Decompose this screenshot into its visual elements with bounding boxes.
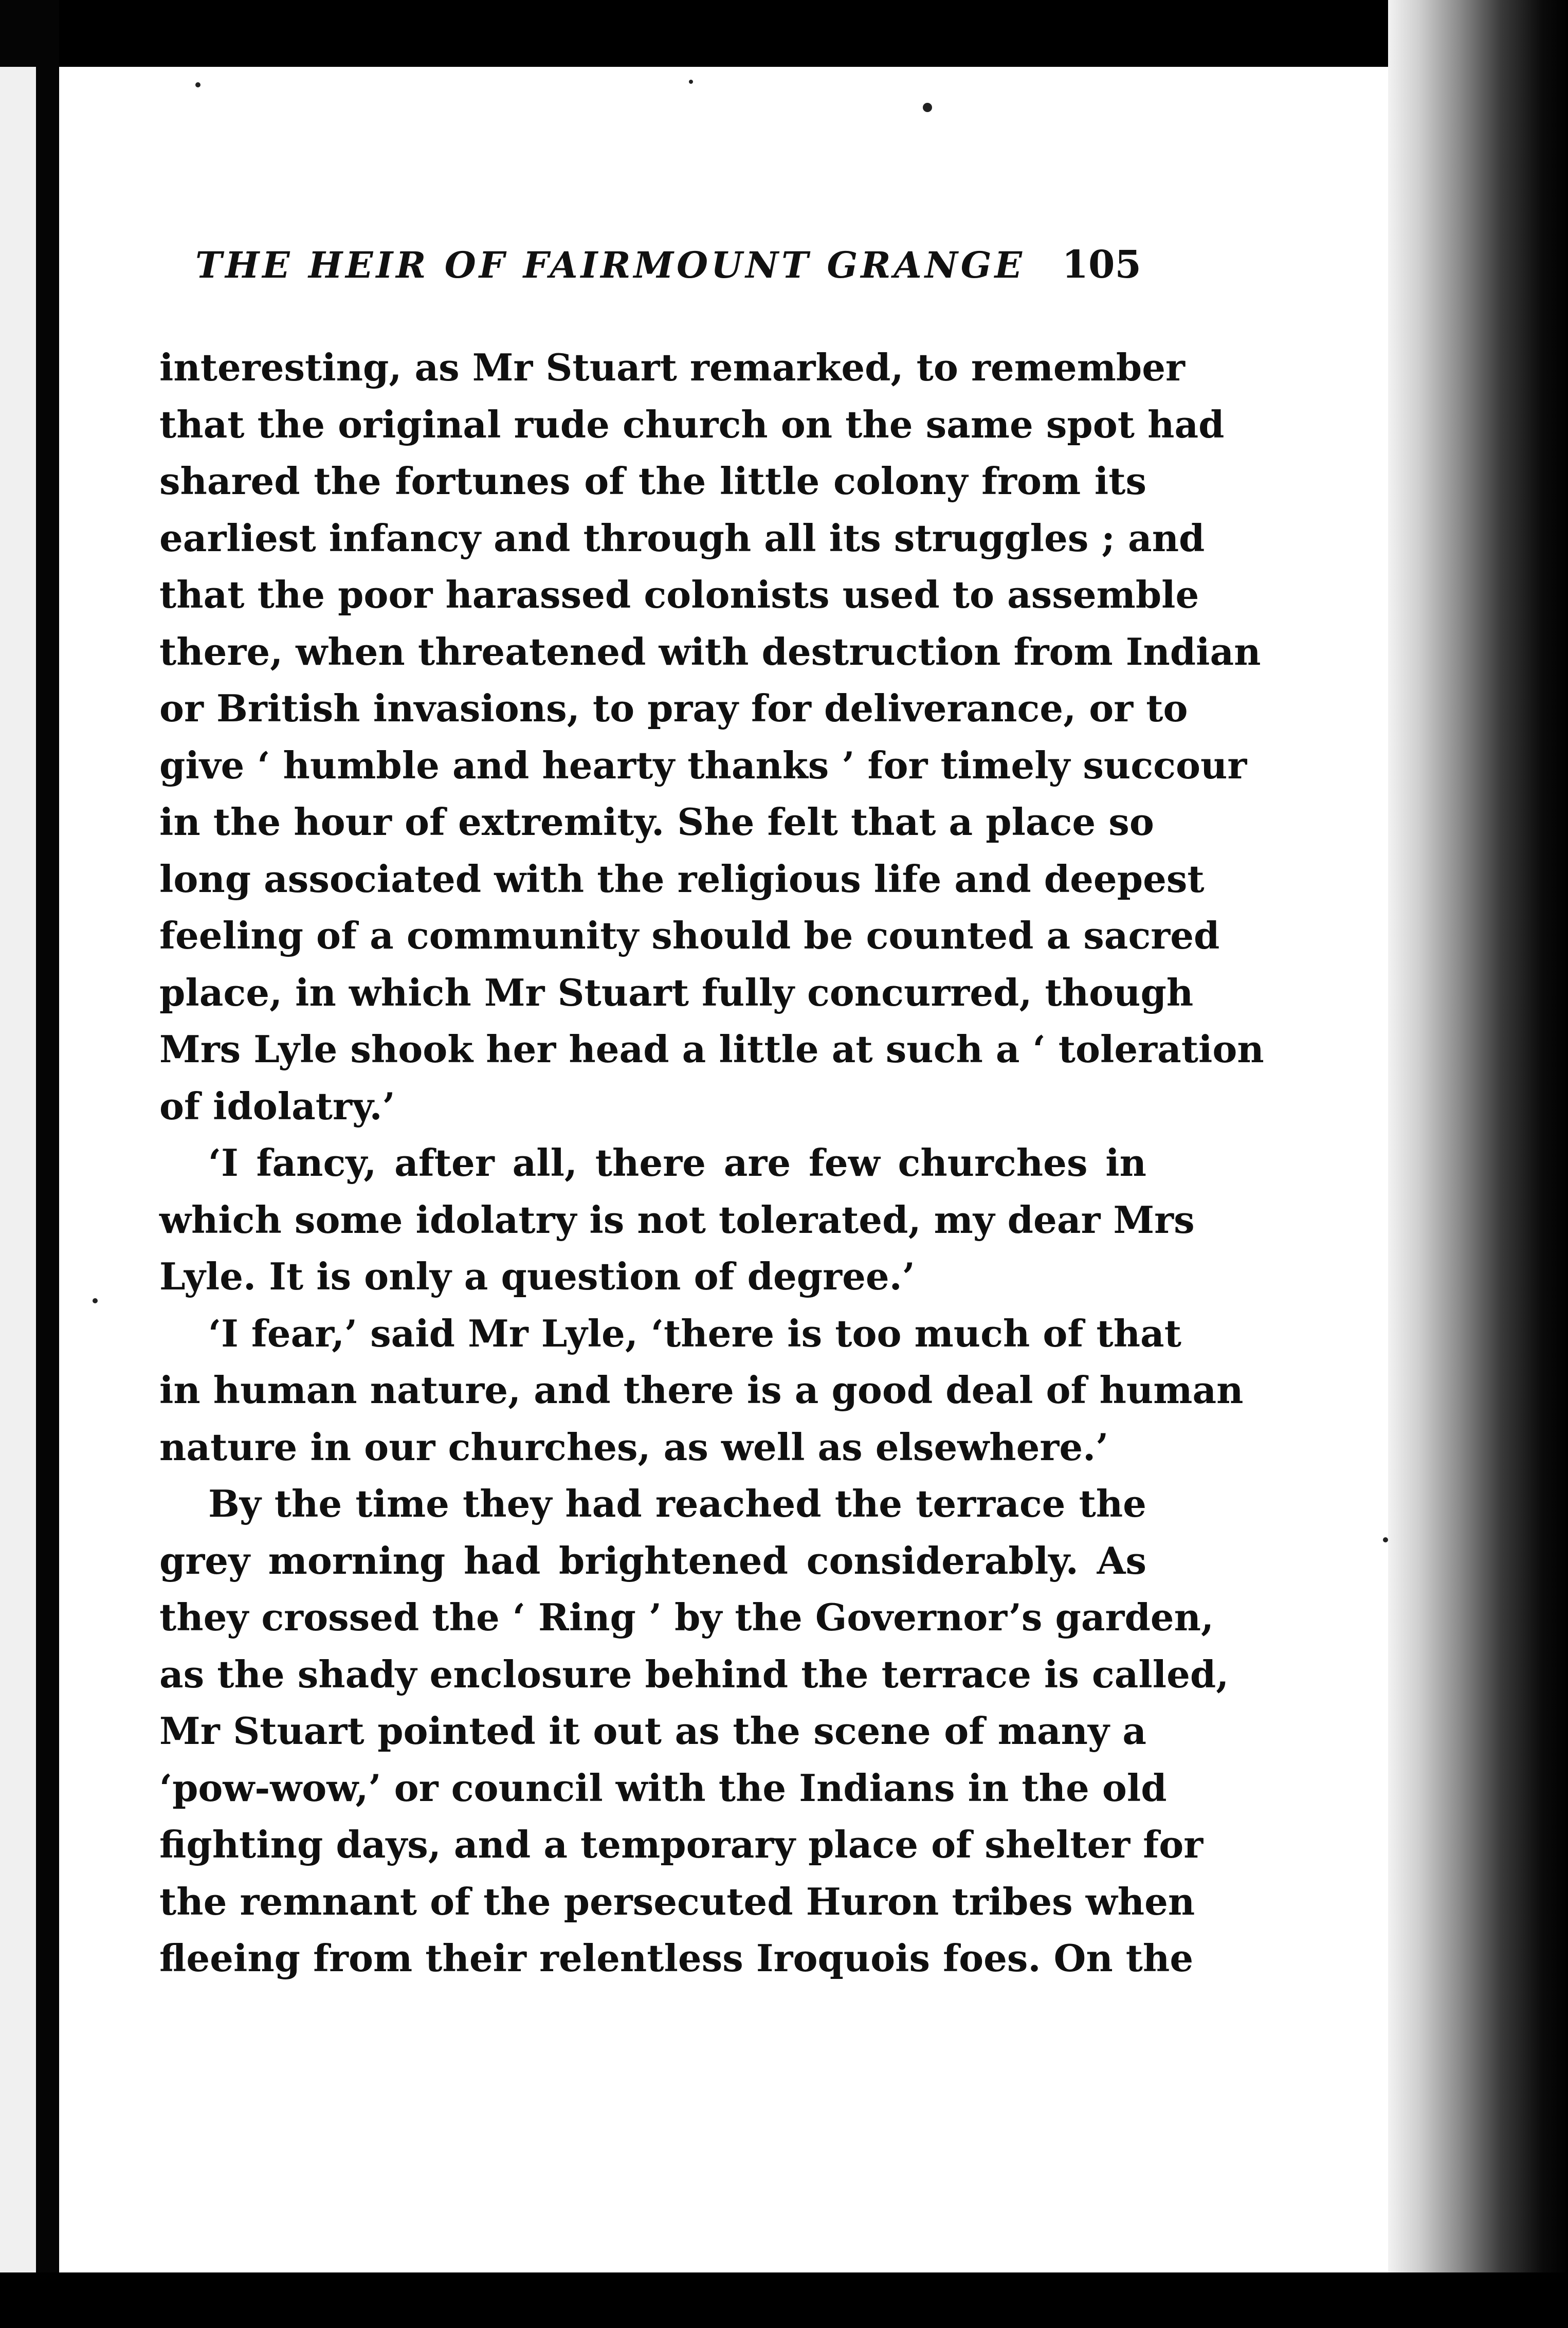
text-line: grey morning had brightened considerably. As: [159, 1538, 1146, 1583]
scan-right-page-edge: [1388, 0, 1568, 2328]
body-text: [159, 339, 1264, 1987]
text-line: earliest infancy and through all its struggles ; and: [159, 516, 1205, 560]
text-line: Mr Stuart pointed it out as the scene of many a: [159, 1709, 1146, 1753]
text-line: in the hour of extremity. She felt that a place so: [159, 800, 1154, 844]
text-line: feeling of a community should be counted a sacred: [159, 914, 1220, 957]
speck: [93, 1298, 98, 1303]
text-line: give ‘ humble and hearty thanks ’ for timely succour: [159, 743, 1247, 787]
text-line: interesting, as Mr Stuart remarked, to remember: [159, 345, 1185, 389]
text-line: fighting days, and a temporary place of shelter for: [159, 1823, 1204, 1866]
text-line: shared the fortunes of the little colony from its: [159, 459, 1146, 503]
speck: [195, 82, 200, 87]
text-line: ‘pow-wow,’ or council with the Indians in the old: [159, 1766, 1167, 1810]
text-line: which some idolatry is not tolerated, my dear Mrs: [159, 1197, 1195, 1242]
text-line: long associated with the religious life and deepest: [159, 857, 1205, 901]
text-line: ‘I fancy, after all, there are few churches in: [208, 1141, 1146, 1185]
text-line: ‘I fear,’ said Mr Lyle, ‘there is too much of that: [208, 1311, 1181, 1355]
text-line: place, in which Mr Stuart fully concurred, though: [159, 970, 1194, 1014]
speck: [1383, 1537, 1388, 1542]
text-line: of idolatry.’: [159, 1084, 395, 1128]
scan-left-edge: [0, 67, 36, 2272]
text-line: they crossed the ‘ Ring ’ by the Governor’s garden,: [159, 1595, 1214, 1639]
scan-top-border: [0, 0, 1568, 67]
text-line: fleeing from their relentless Iroquois foes. On the: [159, 1936, 1194, 1980]
page-header: [195, 243, 1141, 304]
text-line: nature in our churches, as well as elsewhere.’: [159, 1425, 1109, 1469]
text-line: there, when threatened with destruction from Indian: [159, 629, 1261, 674]
page-number: 105: [1062, 243, 1141, 287]
scan-bottom-border: [0, 2272, 1568, 2328]
speck: [923, 103, 932, 112]
text-line: the remnant of the persecuted Huron tribes when: [159, 1879, 1195, 1923]
text-line: that the original rude church on the same spot had: [159, 402, 1225, 446]
running-title: THE HEIR OF FAIRMOUNT GRANGE: [195, 244, 1025, 286]
text-line: By the time they had reached the terrace the: [208, 1482, 1146, 1525]
text-line: Mrs Lyle shook her head a little at such a ‘ toleration: [159, 1027, 1264, 1071]
speck: [689, 80, 693, 84]
text-line: that the poor harassed colonists used to assemble: [159, 573, 1199, 616]
text-line: as the shady enclosure behind the terrace is called,: [159, 1652, 1229, 1696]
text-line: Lyle. It is only a question of degree.’: [159, 1254, 915, 1298]
text-line: in human nature, and there is a good deal of human: [159, 1368, 1244, 1412]
text-line: or British invasions, to pray for deliverance, or to: [159, 686, 1188, 730]
